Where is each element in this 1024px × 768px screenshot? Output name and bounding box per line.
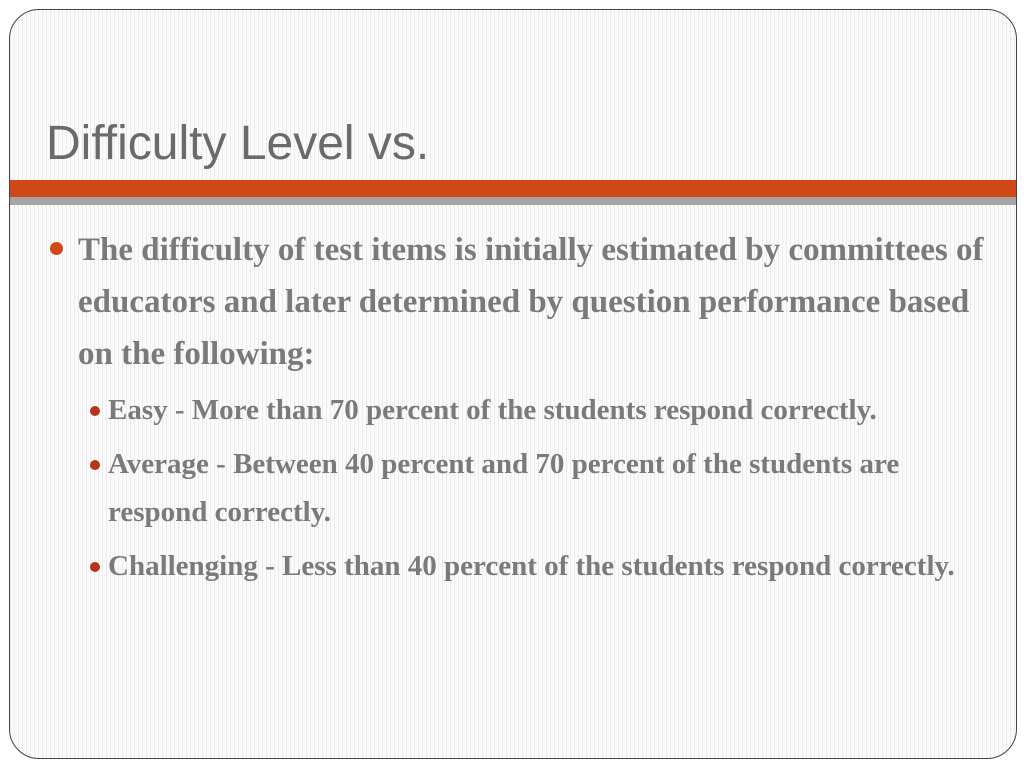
- main-bullet-item: [46, 224, 996, 380]
- sub-bullet-list: [46, 386, 996, 590]
- slide-title: Difficulty Level vs.: [46, 117, 430, 170]
- bullet-dot-icon: [90, 460, 100, 470]
- title-rule-orange: [10, 180, 1016, 197]
- sub-bullet-text: Challenging - Less than 40 percent of the students respond correctly.: [108, 550, 955, 582]
- main-bullet-text: The difficulty of test items is initially estimated by committees of educators and later determined by question performance based on the following:: [78, 232, 984, 372]
- slide-frame: [9, 9, 1017, 759]
- slide-body: [46, 224, 996, 596]
- bullet-dot-icon: [50, 242, 63, 255]
- sub-bullet-item-average: [46, 440, 996, 536]
- sub-bullet-text: Easy - More than 70 percent of the students respond correctly.: [108, 394, 877, 426]
- bullet-dot-icon: [90, 562, 100, 572]
- sub-bullet-item-easy: [46, 386, 996, 434]
- bullet-dot-icon: [90, 406, 100, 416]
- title-rule-gray: [10, 197, 1016, 205]
- sub-bullet-text: Average - Between 40 percent and 70 percent of the students are respond correctly.: [108, 448, 900, 528]
- sub-bullet-item-challenging: [46, 542, 996, 590]
